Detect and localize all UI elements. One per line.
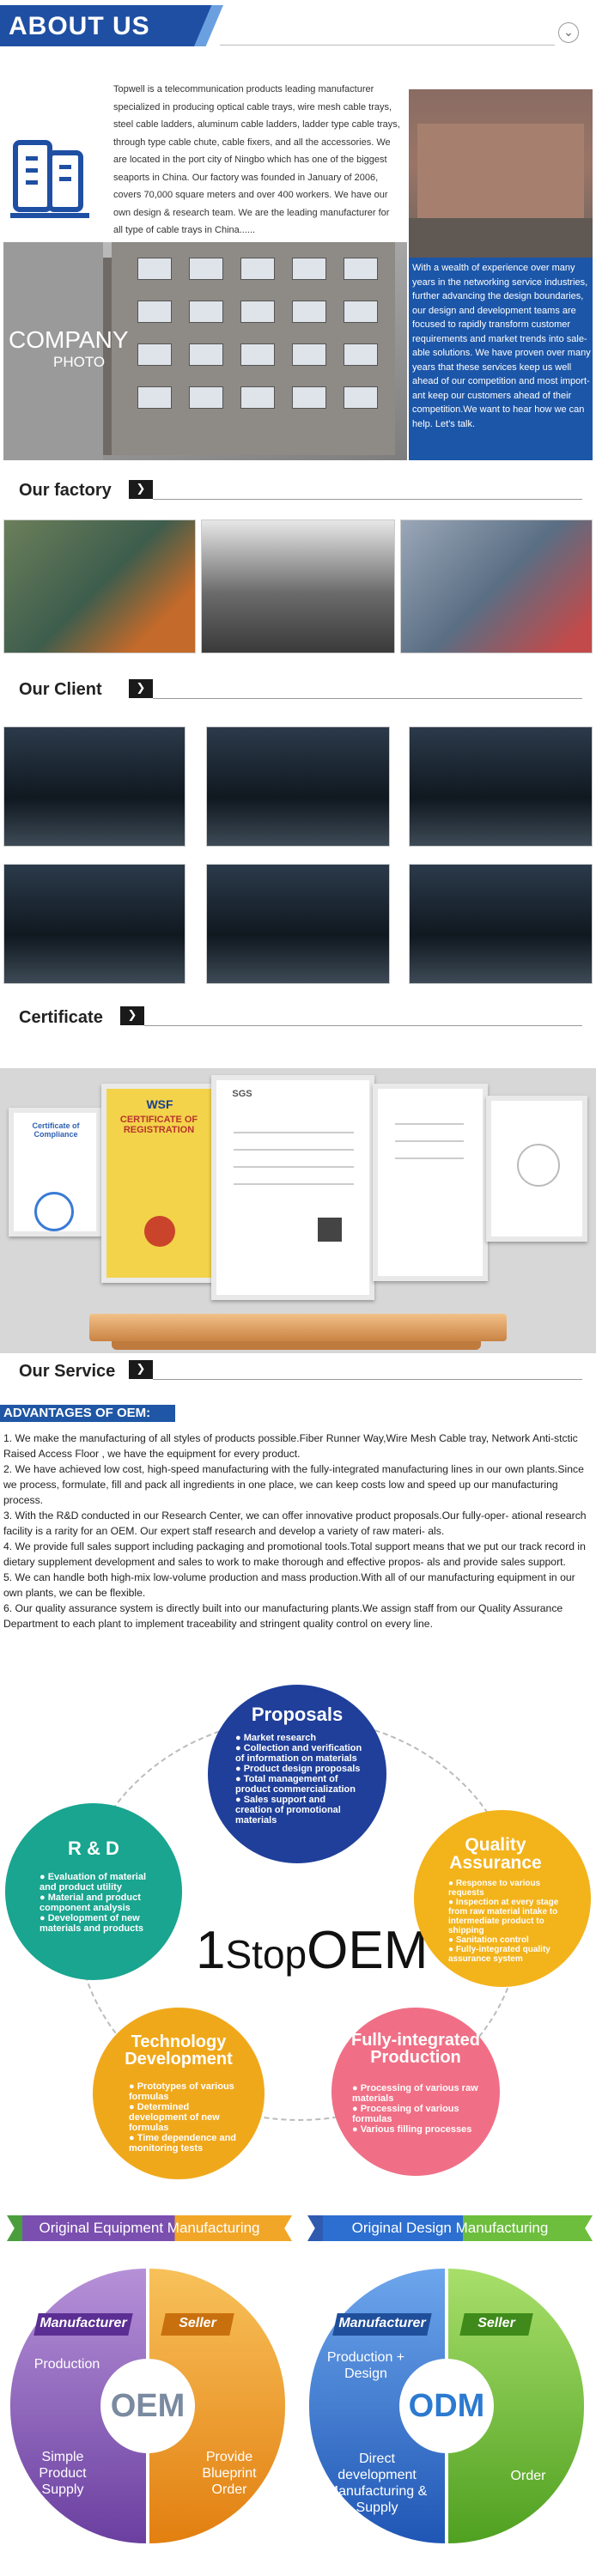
- section-divider: [153, 698, 582, 699]
- proposals-circle: Proposals ● Market research ● Collection and verification of information on materials ● Product design proposals ● Total management of product commercialization ● Sales support and creation of promotional materials: [208, 1685, 386, 1863]
- list-item: ● Prototypes of various formulas: [129, 2081, 234, 2102]
- client-photo-2: [206, 726, 390, 847]
- odm-center: ODM: [399, 2359, 494, 2453]
- list-item: ● Processing of various raw materials: [352, 2083, 478, 2104]
- quality-assurance-circle: Quality Assurance ● Response to various requests ● Inspection at every stage from raw material intake to intermediate product to shipping ● Sanitation control ● Fully-integrated quality assurance system: [414, 1810, 591, 1987]
- list-item: ● Evaluation of material and product utility: [40, 1872, 147, 1893]
- client-photo-1: [3, 726, 185, 847]
- company-label: COMPANY: [9, 326, 129, 353]
- certificate-wsf: WSF CERTIFICATE OF REGISTRATION: [101, 1084, 216, 1283]
- experience-text: With a wealth of experience over many years in the networking service industries, further advancing the design boundaries, our design and development teams are focused to rapidly transform customer requirements and market trends into sale- able solutions. We have proven over many years that these services keep us well ahead of our competition and most import- ant keep our customers ahead of their competition.We want to hear how we can help. Let's talk.: [412, 263, 591, 429]
- service-arrow-icon[interactable]: ❯: [129, 1360, 153, 1379]
- list-item: ● Material and product component analysis: [40, 1893, 141, 1913]
- building-icon: [3, 112, 103, 240]
- factory-photo-3: [400, 519, 593, 653]
- factory-photo-1: [3, 519, 196, 653]
- certificate-sgs: SGS: [211, 1075, 374, 1300]
- certificate-test-report: [373, 1084, 488, 1281]
- factory-photo-2: [201, 519, 395, 653]
- list-item: ● Development of new materials and products: [40, 1913, 144, 1934]
- scroll-down-icon[interactable]: ⌄: [558, 22, 579, 43]
- list-item: ● Fully-integrated quality assurance system: [448, 1945, 550, 1964]
- section-divider: [144, 1025, 582, 1026]
- integrated-production-circle: Fully-integrated Production ● Processing of various raw materials ● Processing of various formulas ● Various filling processes: [331, 2008, 500, 2176]
- client-arrow-icon[interactable]: ❯: [129, 679, 153, 698]
- section-divider: [153, 1379, 582, 1380]
- section-title-certificate: Certificate: [19, 1008, 103, 1027]
- section-divider: [153, 499, 582, 500]
- list-item: 2. We have achieved low cost, high-speed manufacturing with the fully-integrated manufacturing lines in our own plants.Since we process, formulate, fill and pack all ingredients in one place, we can keep costs low and speed up our manufacturing process.: [3, 1463, 584, 1506]
- oem-center: OEM: [100, 2359, 195, 2453]
- certificate-conformity: [486, 1096, 587, 1242]
- certificate-iso: Certificate of Compliance: [9, 1108, 101, 1236]
- client-photo-3: [409, 726, 593, 847]
- list-item: ● Various filling processes: [352, 2124, 472, 2135]
- list-item: 5. We can handle both high-mix low-volume production and mass production.With all of our manufacturing equipment in our own plants, we can be flexible.: [3, 1571, 575, 1599]
- list-item: ● Collection and verification of information on materials: [235, 1743, 362, 1764]
- title-divider: [220, 45, 555, 46]
- building-image: [112, 240, 395, 455]
- list-item: ● Sales support and creation of promotional materials: [235, 1795, 341, 1826]
- client-photo-6: [409, 864, 593, 984]
- technology-development-circle: Technology Development ● Prototypes of various formulas ● Determined development of new formulas ● Time dependence and monitoring tests: [93, 2008, 265, 2179]
- oem-diagram: Manufacturer Seller Production OEM Simple Product Supply Provide Blueprint Order: [10, 2269, 285, 2543]
- photo-label: PHOTO: [53, 354, 106, 370]
- odm-diagram: Manufacturer Seller Production + Design ODM Direct development Manufacturing & Supply Order: [309, 2269, 584, 2543]
- shelf-edge: [112, 1341, 481, 1350]
- page-title: ABOUT US: [9, 12, 150, 40]
- list-item: ● Sanitation control: [448, 1935, 529, 1945]
- rnd-circle: R & D ● Evaluation of material and product utility ● Material and product component analysis ● Development of new materials and products: [5, 1803, 182, 1980]
- list-item: 6. Our quality assurance system is directly built into our manufacturing plants.We assign staff from our Quality Assurance Department to each plant to implement traceability and stringent quality control on every line.: [3, 1602, 563, 1630]
- list-item: ● Processing of various formulas: [352, 2104, 459, 2124]
- list-item: ● Inspection at every stage from raw material intake to intermediate product to shipping: [448, 1898, 559, 1935]
- section-title-service: Our Service: [19, 1362, 116, 1381]
- client-photo-5: [206, 864, 390, 984]
- one-stop-oem-logo: 1StopOEM: [196, 1921, 429, 1980]
- odm-ribbon: Original Design Manufacturing: [307, 2215, 591, 2241]
- oem-advantages-heading: ADVANTAGES OF OEM:: [0, 1405, 175, 1422]
- about-description: Topwell is a telecommunication products leading manufacturer specialized in producing optical cable trays, wire mesh cable trays, steel cable ladders, aluminum cable ladders, ladder type cable trays, through type cable chute, cable fixers, and all the accessories. We are located in the port city of Ningbo which has one of the biggest seaports in China. Our factory was founded in January of 2006, covers 70,000 square meters and over 400 workers. We have our own design & research team. We are the leading manufacturer for all type of cable trays in China......: [113, 84, 400, 235]
- list-item: 3. With the R&D conducted in our Research Center, we can offer innovative product proposals.Our fully-oper- ational research facility is a rarity for an OEM. Our expert staff research and develop a variety of raw materi- als.: [3, 1510, 587, 1537]
- certificate-shelf: [89, 1314, 507, 1341]
- office-building-photo: [409, 89, 593, 258]
- client-photo-4: [3, 864, 185, 984]
- section-title-factory: Our factory: [19, 481, 112, 500]
- list-item: ● Market research: [235, 1733, 317, 1743]
- list-item: ● Response to various requests: [448, 1879, 541, 1898]
- list-item: ● Total management of product commercialization: [235, 1774, 356, 1795]
- list-item: ● Determined development of new formulas: [129, 2102, 220, 2133]
- certificate-arrow-icon[interactable]: ❯: [120, 1006, 144, 1025]
- oem-ribbon: Original Equipment Manufacturing: [7, 2215, 290, 2241]
- list-item: 4. We provide full sales support including packaging and promotional tools.Total support means that we put our track record in dietary supplement development and sales to work to make thorough and effective propos- als and provide sales support.: [3, 1540, 586, 1568]
- factory-arrow-icon[interactable]: ❯: [129, 480, 153, 499]
- about-banner: [0, 0, 596, 53]
- section-title-client: Our Client: [19, 680, 102, 699]
- list-item: ● Time dependence and monitoring tests: [129, 2133, 237, 2154]
- list-item: ● Product design proposals: [235, 1764, 361, 1774]
- list-item: 1. We make the manufacturing of all styles of products possible.Fiber Runner Way,Wire Mesh Cable tray, Network Anti-stctic Raised Access Floor , we have the equipment for every product.: [3, 1432, 578, 1460]
- oem-advantages-list: [3, 1431, 593, 1631]
